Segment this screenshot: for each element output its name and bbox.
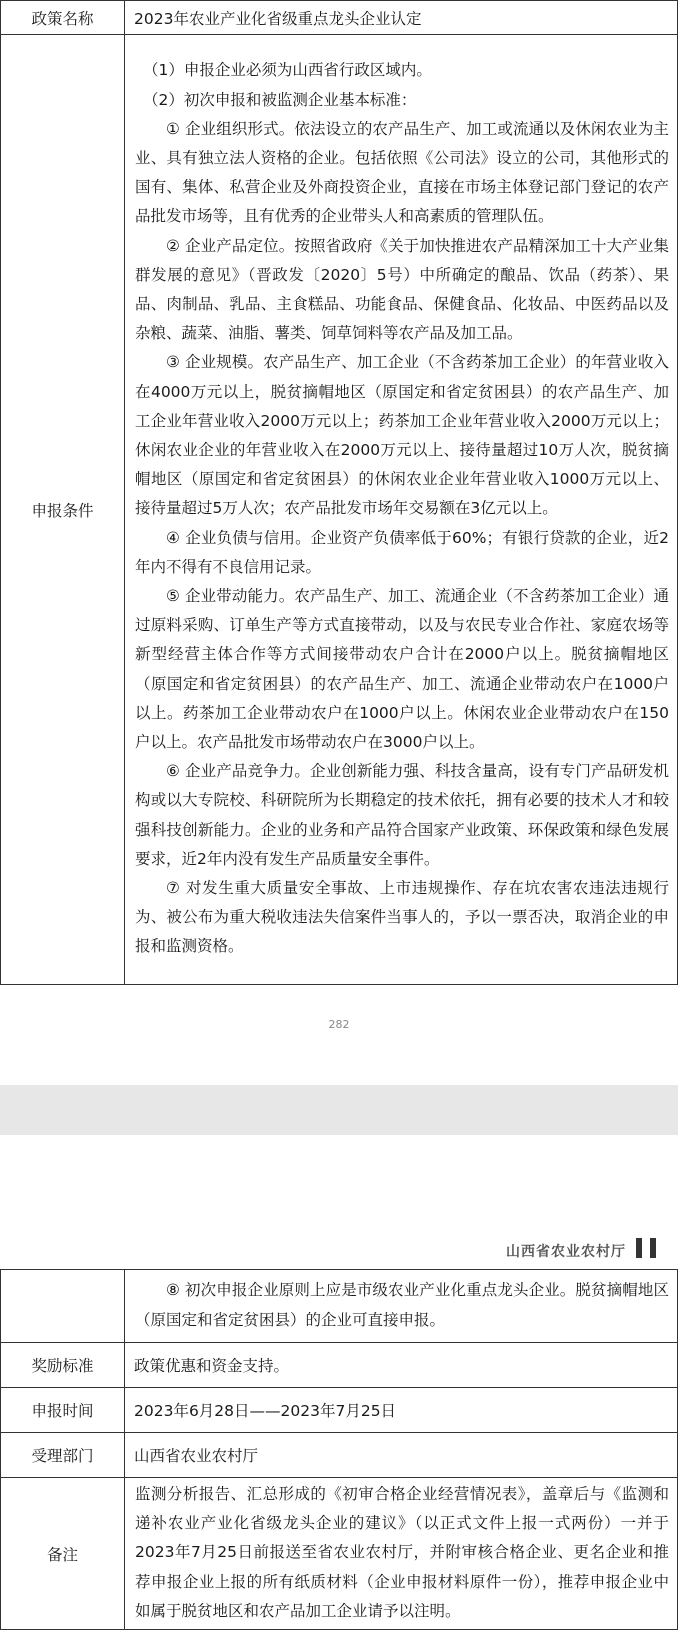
condition-line-1: （1）申报企业必须为山西省行政区域内。 bbox=[143, 61, 432, 80]
header-bar-icon bbox=[636, 1238, 642, 1258]
reward-label: 奖励标准 bbox=[1, 1343, 125, 1388]
dept-value: 山西省农业农村厅 bbox=[125, 1433, 678, 1478]
page-number: 282 bbox=[328, 1018, 350, 1031]
condition-item-1: ① 企业组织形式。依法设立的农产品生产、加工或流通以及休闲农业为主业、具有独立法人资格的企业。包括依照《公司法》设立的公司，其他形式的国有、集体、私营企业及外商投资企业，直接在市场主体登记部门登记的农产品批发市场等，且有优秀的企业带头人和高素质的管理队伍。 bbox=[135, 119, 669, 226]
note-row bbox=[1, 1478, 678, 1630]
condition-item-8: ⑧ 初次申报企业原则上应是市级农业产业化重点龙头企业。脱贫摘帽地区（原国定和省定贫困县）的企业可直接申报。 bbox=[135, 1281, 669, 1329]
time-value: 2023年6月28日——2023年7月25日 bbox=[125, 1388, 678, 1433]
conditions-label: 申报条件 bbox=[1, 35, 125, 985]
policy-name-label: 政策名称 bbox=[1, 1, 125, 35]
policy-name-value: 2023年农业产业化省级重点龙头企业认定 bbox=[125, 1, 678, 35]
header-brand: 山西省农业农村厅 bbox=[506, 1244, 626, 1260]
condition-item-7: ⑦ 对发生重大质量安全事故、上市违规操作、存在坑农害农违法违规行为、被公布为重大税收违法失信案件当事人的，予以一票否决，取消企业的申报和监测资格。 bbox=[135, 879, 669, 956]
note-text: 监测分析报告、汇总形成的《初审合格企业经营情况表》，盖章后与《监测和递补农业产业化省级龙头企业的建议》（以正式文件上报一式两份）一并于2023年7月25日前报送至省农业农村厅，并附审核合格企业、更名企业和推荐申报企业上报的所有纸质材料（企业申报材料原件一份），推荐申报企业中如属于脱贫地区和农产品加工企业请予以注明。 bbox=[135, 1485, 669, 1620]
reward-value: 政策优惠和资金支持。 bbox=[125, 1343, 678, 1388]
policy-name-row bbox=[1, 1, 678, 35]
condition-item-3: ③ 企业规模。农产品生产、加工企业（不含药茶加工企业）的年营业收入在4000万元以上，脱贫摘帽地区（原国定和省定贫困县）的农产品生产、加工企业年营业收入2000万元以上；药茶加工企业年营业收入2000万元以上；休闲农业企业的年营业收入在2000万元以上、接待量超过10万人次，脱贫摘帽地区（原国定和省定贫困县）的休闲农业企业年营业收入1000万元以上、接待量超过5万人次；农产品批发市场年交易额在3亿元以上。 bbox=[135, 353, 669, 518]
condition-item-5: ⑤ 企业带动能力。农产品生产、加工、流通企业（不含药茶加工企业）通过原料采购、订单生产等方式直接带动，以及与农民专业合作社、家庭农场等新型经营主体合作等方式间接带动农户合计在2000户以上。脱贫摘帽地区（原国定和省定贫困县）的农产品生产、加工、流通企业带动农户在1000户以上。药茶加工企业带动农户在1000户以上。休闲农业企业带动农户在150户以上。农产品批发市场带动农户在3000户以上。 bbox=[135, 587, 669, 752]
continued-body bbox=[125, 1270, 678, 1343]
dept-label: 受理部门 bbox=[1, 1433, 125, 1478]
conditions-row bbox=[1, 35, 678, 985]
header-bar-icon bbox=[650, 1238, 656, 1258]
continued-row bbox=[1, 1270, 678, 1343]
page-gap bbox=[0, 1085, 678, 1135]
time-row bbox=[1, 1388, 678, 1433]
document-page-2 bbox=[0, 1135, 678, 1622]
condition-item-4: ④ 企业负债与信用。企业资产负债率低于60%；有银行贷款的企业，近2年内不得有不良信用记录。 bbox=[135, 528, 669, 576]
note-label: 备注 bbox=[1, 1478, 125, 1630]
condition-line-2: （2）初次申报和被监测企业基本标准： bbox=[143, 90, 417, 109]
condition-item-6: ⑥ 企业产品竞争力。企业创新能力强、科技含量高，设有专门产品研发机构或以大专院校、科研院所为长期稳定的技术依托，拥有必要的技术人才和较强科技创新能力。企业的业务和产品符合国家产业政策、环保政策和绿色发展要求，近2年内没有发生产品质量安全事件。 bbox=[135, 762, 669, 868]
dept-row bbox=[1, 1433, 678, 1478]
condition-item-2: ② 企业产品定位。按照省政府《关于加快推进农产品精深加工十大产业集群发展的意见》（晋政发〔2020〕5号）中所确定的酿品、饮品（药茶）、果品、肉制品、乳品、主食糕品、功能食品、保健食品、化妆品、中医药品以及杂粮、蔬菜、油脂、薯类、饲草饲料等农产品及加工品。 bbox=[135, 236, 669, 343]
continued-label bbox=[1, 1270, 125, 1343]
conditions-body bbox=[125, 35, 678, 985]
reward-row bbox=[1, 1343, 678, 1388]
note-body bbox=[125, 1478, 678, 1630]
time-label: 申报时间 bbox=[1, 1388, 125, 1433]
policy-table-2 bbox=[0, 1269, 678, 1630]
